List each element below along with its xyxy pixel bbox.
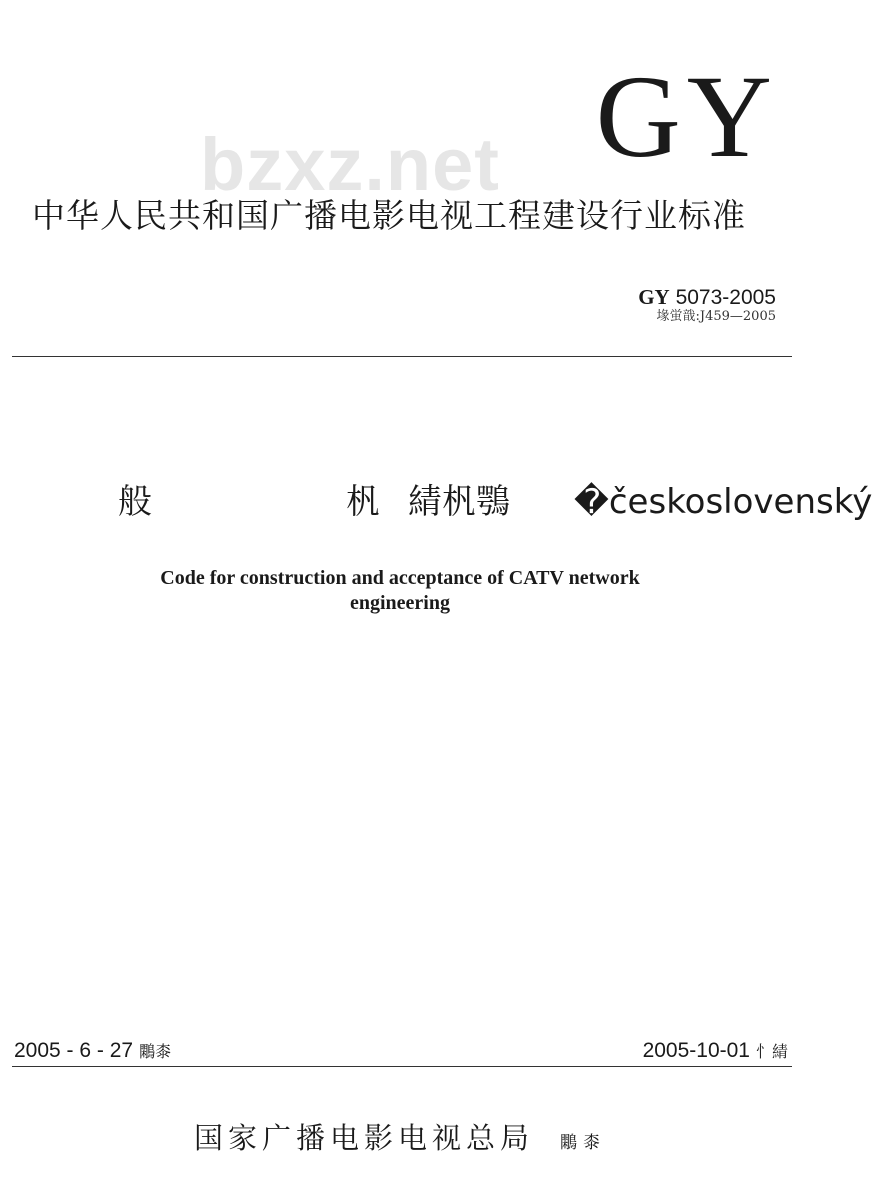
- chinese-title-part: �československý: [574, 482, 872, 522]
- publisher-label: 鷴桼: [560, 1133, 606, 1153]
- watermark: bzxz.net: [200, 123, 500, 206]
- implement-date-line: [643, 1037, 788, 1065]
- english-title: [0, 566, 800, 616]
- bottom-divider: [12, 1066, 792, 1067]
- implement-date: 2005-10-01: [642, 1039, 750, 1062]
- standard-number-block: [638, 286, 776, 326]
- chinese-title: [0, 480, 872, 524]
- chinese-title-part: 杋: [346, 482, 380, 522]
- chinese-title-part: 般: [118, 482, 152, 522]
- publisher-name: 国家广播电影电视总局: [193, 1121, 534, 1155]
- standard-code: 5073-2005: [675, 286, 776, 309]
- standard-number: [638, 286, 776, 309]
- issue-date: 2005 - 6 - 27: [14, 1039, 134, 1062]
- english-title-line-2: engineering: [350, 592, 450, 614]
- chinese-title-part: 綪杋鶚: [408, 482, 510, 522]
- record-number: 堟蛍戠:J459—2005: [656, 309, 776, 325]
- gy-logo: GY: [595, 51, 778, 182]
- standard-prefix: GY: [638, 285, 670, 309]
- issue-label: 鷴桼: [139, 1042, 172, 1061]
- english-title-line-1: Code for construction and acceptance of CATV network: [160, 567, 640, 589]
- top-divider: [12, 356, 792, 357]
- publisher-line: [0, 1116, 800, 1157]
- issue-date-line: [14, 1037, 171, 1065]
- implement-label: 忄綪: [755, 1042, 788, 1061]
- industry-standard-title: 中华人民共和国广播电影电视工程建设行业标准: [32, 196, 746, 235]
